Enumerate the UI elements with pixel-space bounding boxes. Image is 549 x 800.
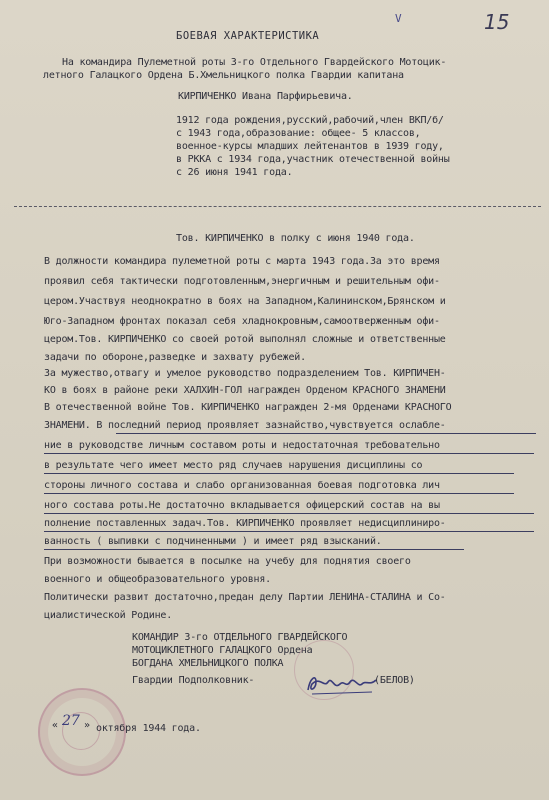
body-line: ного состава роты.Не достаточно вкладывается офицерский состав на вы bbox=[44, 500, 440, 511]
body-line: В должности командира пулеметной роты с марта 1943 года.За это время bbox=[44, 256, 440, 267]
bio-line: 1912 года рождения,русский,рабочий,член ВКП/б/ bbox=[176, 115, 444, 126]
page-number: 15 bbox=[484, 10, 510, 34]
section-divider bbox=[14, 206, 541, 207]
pen-underline bbox=[44, 473, 514, 474]
signer-name: (БЕЛОВ) bbox=[374, 675, 415, 686]
date-text: октября 1944 года. bbox=[96, 723, 201, 734]
body-line: При возможности бывается в посылке на учебу для поднятия своего bbox=[44, 556, 411, 567]
pen-underline bbox=[44, 531, 534, 532]
bio-line: военное-курсы младших лейтенантов в 1939 году, bbox=[176, 141, 444, 152]
body-line: цером.Участвуя неоднократно в боях на Западном,Калининском,Брянском и bbox=[44, 296, 446, 307]
signature-block-line: КОМАНДИР 3-го ОТДЕЛЬНОГО ГВАРДЕЙСКОГО bbox=[132, 632, 348, 643]
bio-line: с 1943 года,образование: общее- 5 классов, bbox=[176, 128, 421, 139]
header-line: КИРПИЧЕНКО Ивана Парфирьевича. bbox=[178, 91, 353, 102]
body-line: ЗНАМЕНИ. В последний период проявляет зазнайство,чувствуется ослабле- bbox=[44, 420, 446, 431]
body-line: За мужество,отвагу и умелое руководство подразделением Тов. КИРПИЧЕН- bbox=[44, 368, 446, 379]
pen-underline bbox=[44, 493, 514, 494]
signature-block-line: МОТОЦИКЛЕТНОГО ГАЛАЦКОГО Ордена bbox=[132, 645, 313, 656]
body-line: В отечественной войне Тов. КИРПИЧЕНКО награжден 2-мя Орденами КРАСНОГО bbox=[44, 402, 452, 413]
signature-block-line: Гвардии Подполковник- bbox=[132, 675, 255, 686]
pen-underline bbox=[44, 513, 534, 514]
body-line: КО в боях в районе реки ХАЛХИН-ГОЛ награжден Орденом КРАСНОГО ЗНАМЕНИ bbox=[44, 385, 446, 396]
bio-line: в РККА с 1934 года,участник отечественной войны bbox=[176, 154, 450, 165]
body-line: Политически развит достаточно,предан делу Партии ЛЕНИНА-СТАЛИНА и Со- bbox=[44, 592, 446, 603]
body-line: военного и общеобразовательного уровня. bbox=[44, 574, 271, 585]
handwritten-signature bbox=[302, 668, 380, 698]
document-title: БОЕВАЯ ХАРАКТЕРИСТИКА bbox=[176, 30, 320, 42]
body-line: цером.Тов. КИРПИЧЕНКО со своей ротой выполнял сложные и ответственные bbox=[44, 334, 446, 345]
body-line: ванность ( выпивки с подчиненными ) и имеет ряд взысканий. bbox=[44, 536, 382, 547]
body-line: циалистической Родине. bbox=[44, 610, 173, 621]
body-line: полнение поставленных задач.Тов. КИРПИЧЕНКО проявляет недисциплиниро- bbox=[44, 518, 446, 529]
bio-line: с 26 июня 1941 года. bbox=[176, 167, 293, 178]
corner-mark: V bbox=[395, 12, 402, 25]
body-line: в результате чего имеет место ряд случаев нарушения дисциплины со bbox=[44, 460, 423, 471]
pen-underline bbox=[44, 549, 464, 550]
body-line: Юго-Западном фронтах показал себя хладнокровным,самоотверженным офи- bbox=[44, 316, 440, 327]
body-line: ние в руководстве личным составом роты и недостаточная требовательно bbox=[44, 440, 440, 451]
header-line: летного Галацкого Ордена Б.Хмельницкого полка Гвардии капитана bbox=[43, 70, 404, 81]
header-line: На командира Пулеметной роты 3-го Отдельного Гвардейского Мотоцик- bbox=[62, 57, 447, 68]
date-quote-close: » bbox=[84, 720, 90, 731]
body-line: стороны личного состава и слабо организованная боевая подготовка лич bbox=[44, 480, 440, 491]
pen-underline bbox=[44, 453, 534, 454]
date-quote-open: « bbox=[52, 720, 58, 731]
section-heading: Тов. КИРПИЧЕНКО в полку с июня 1940 года. bbox=[176, 233, 415, 244]
signature-block-line: БОГДАНА ХМЕЛЬНИЦКОГО ПОЛКА bbox=[132, 658, 284, 669]
body-line: задачи по обороне,разведке и захвату рубежей. bbox=[44, 352, 306, 363]
pen-underline bbox=[116, 433, 536, 434]
body-line: проявил себя тактически подготовленным,энергичным и решительным офи- bbox=[44, 276, 440, 287]
date-day: 27 bbox=[62, 713, 80, 729]
